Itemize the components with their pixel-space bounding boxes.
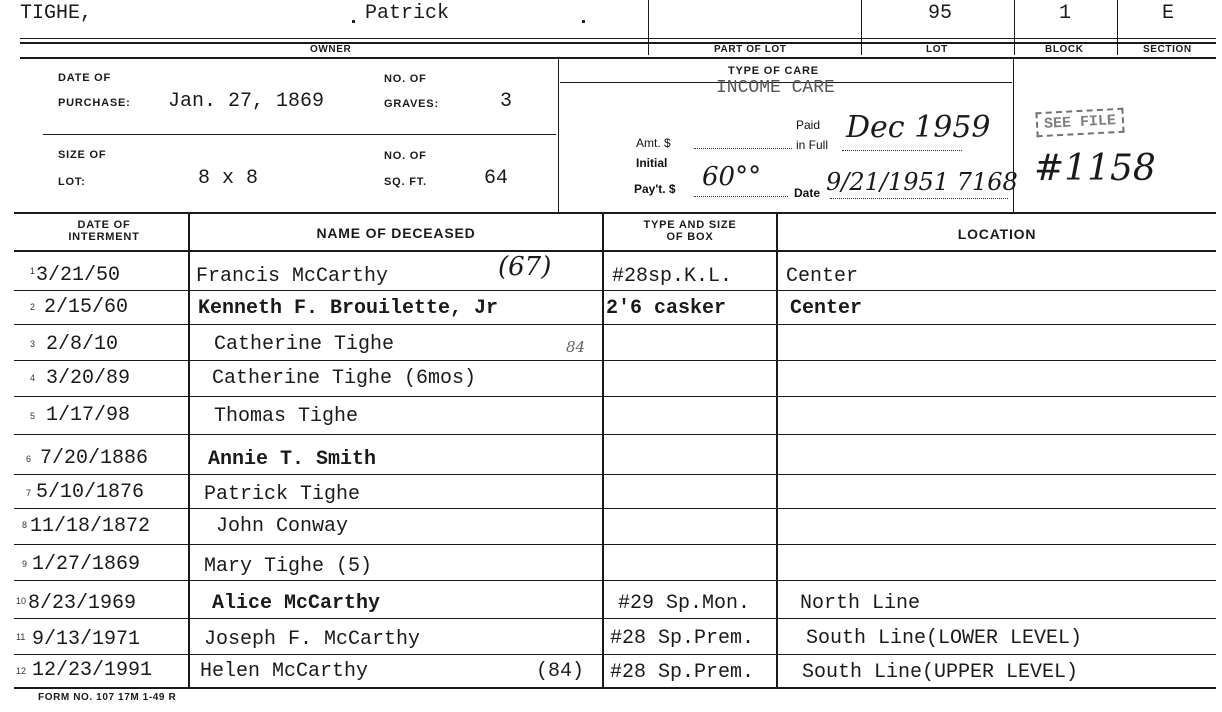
lot-label: LOT [926, 44, 948, 55]
row-number: 9 [22, 559, 28, 569]
row-rule [14, 360, 1216, 361]
payment-label: Pay't. $ [634, 182, 676, 196]
header-rule [20, 42, 1216, 44]
deceased-name: John Conway [216, 515, 349, 538]
in-full-dotted-line [842, 150, 962, 151]
location: North Line [800, 592, 921, 615]
block-value: 1 [1059, 2, 1072, 25]
table-top-rule [14, 212, 1216, 214]
no-of-sqft-label: NO. OF [384, 150, 427, 162]
interment-date: 2/15/60 [44, 296, 129, 319]
deceased-name: Francis McCarthy [196, 265, 389, 288]
box-type: #28sp.K.L. [612, 265, 733, 288]
table-bottom-rule [14, 687, 1216, 689]
lot-size-label: LOT: [58, 176, 86, 188]
purchase-label: PURCHASE: [58, 97, 131, 109]
header-divider [648, 0, 649, 55]
owner-surname: TIGHE, [20, 2, 93, 25]
header-divider [1117, 0, 1118, 55]
deceased-name: Catherine Tighe [214, 333, 395, 356]
interment-date: 7/20/1886 [40, 447, 149, 470]
name-of-deceased-header: NAME OF DECEASED [316, 225, 476, 241]
see-file-stamp: SEE FILE [1035, 108, 1124, 138]
payment-dotted-line [694, 196, 788, 197]
initial-label: Initial [636, 156, 668, 170]
interment-date: 5/10/1876 [36, 481, 145, 504]
date-label: Date [794, 186, 821, 200]
dot-mark [352, 20, 355, 23]
deceased-name: Thomas Tighe [214, 405, 359, 428]
row-number: 7 [26, 488, 32, 498]
dot-mark [582, 20, 585, 23]
deceased-name: Annie T. Smith [208, 448, 377, 471]
interment-date: 8/23/1969 [28, 592, 137, 615]
no-of-graves-label: NO. OF [384, 73, 427, 85]
graves-label: GRAVES: [384, 98, 439, 110]
owner-label: OWNER [310, 44, 352, 55]
row-number: 10 [16, 596, 27, 606]
location-header: LOCATION [957, 226, 1037, 242]
interment-date: 9/13/1971 [32, 628, 141, 651]
part-of-lot-label: PART OF LOT [714, 44, 787, 55]
interment-date: 3/21/50 [36, 264, 121, 287]
graves-value: 3 [500, 90, 513, 113]
age-note: 84 [566, 338, 586, 356]
interment-date: 2/8/10 [46, 333, 119, 356]
purchase-date: Jan. 27, 1869 [168, 90, 325, 113]
row-number: 11 [16, 632, 26, 642]
row-number: 1 [30, 266, 36, 276]
box-type-header [604, 219, 776, 243]
interment-date: 12/23/1991 [32, 659, 153, 682]
deceased-name: Catherine Tighe (6mos) [212, 367, 477, 390]
deceased-name: Alice McCarthy [212, 592, 381, 615]
row-rule [14, 396, 1216, 397]
interment-date: 3/20/89 [46, 367, 131, 390]
row-rule [14, 580, 1216, 581]
box-type: #29 Sp.Mon. [618, 592, 751, 615]
details-divider [558, 58, 559, 212]
type-of-care-label: TYPE OF CARE [728, 65, 819, 77]
date-header-line2: INTERMENT [68, 231, 140, 243]
age-note: (67) [498, 252, 552, 282]
row-rule [14, 508, 1216, 509]
box-header-line2: OF BOX [666, 231, 714, 243]
payment-date-value: 9/21/1951 7168 [826, 168, 1018, 196]
date-header-line1: DATE OF [77, 219, 131, 231]
details-mid-rule [43, 134, 556, 135]
row-rule [14, 324, 1216, 325]
age-note: (84) [536, 660, 585, 683]
location: Center [786, 265, 859, 288]
row-rule [14, 654, 1216, 655]
interment-date: 1/27/1869 [32, 553, 141, 576]
date-of-interment-header [20, 219, 188, 243]
box-type: #28 Sp.Prem. [610, 627, 755, 650]
sq-ft-value: 64 [484, 167, 509, 190]
box-type: #28 Sp.Prem. [610, 661, 755, 684]
date-of-label: DATE OF [58, 72, 112, 84]
row-rule [14, 434, 1216, 435]
header-divider [1014, 0, 1015, 55]
section-label: SECTION [1143, 44, 1192, 55]
header-divider [861, 0, 862, 55]
deceased-name: Joseph F. McCarthy [204, 628, 421, 651]
row-number: 2 [30, 302, 36, 312]
interment-date: 1/17/98 [46, 404, 131, 427]
form-number: FORM NO. 107 17M 1-49 R [38, 692, 177, 703]
type-of-care-value: INCOME CARE [716, 78, 835, 98]
deceased-name: Helen McCarthy [200, 660, 369, 683]
box-type: 2'6 casker [606, 297, 727, 320]
row-number: 12 [16, 666, 27, 676]
location: Center [790, 297, 863, 320]
row-rule [14, 618, 1216, 619]
details-top-rule [20, 57, 1216, 59]
row-rule [14, 290, 1216, 291]
paid-label: Paid [796, 118, 821, 132]
amount-label: Amt. $ [636, 136, 671, 150]
interment-date: 11/18/1872 [30, 515, 151, 538]
row-number: 6 [26, 454, 32, 464]
initial-payment-value: 60°° [702, 162, 762, 192]
in-full-label: in Full [796, 138, 829, 152]
row-number: 5 [30, 411, 36, 421]
row-number: 4 [30, 373, 36, 383]
row-number: 8 [22, 520, 28, 530]
row-number: 3 [30, 339, 36, 349]
location: South Line(LOWER LEVEL) [806, 627, 1083, 650]
location: South Line(UPPER LEVEL) [802, 661, 1079, 684]
size-of-label: SIZE OF [58, 149, 107, 161]
amount-dotted-line [694, 148, 792, 149]
lot-size-value: 8 x 8 [198, 167, 259, 190]
header-rule [20, 38, 1216, 39]
table-header-rule [14, 250, 1216, 252]
paid-in-full-value: Dec 1959 [846, 110, 991, 145]
deceased-name: Kenneth F. Brouilette, Jr [198, 297, 499, 320]
file-number: #1158 [1034, 148, 1156, 189]
row-rule [14, 474, 1216, 475]
sq-ft-label: SQ. FT. [384, 176, 427, 188]
date-dotted-line [830, 198, 1008, 199]
owner-given-name: Patrick [365, 2, 450, 25]
box-header-line1: TYPE AND SIZE [643, 219, 737, 231]
block-label: BLOCK [1045, 44, 1084, 55]
row-rule [14, 544, 1216, 545]
deceased-name: Patrick Tighe [204, 483, 361, 506]
section-value: E [1162, 2, 1175, 25]
deceased-name: Mary Tighe (5) [204, 555, 373, 578]
lot-value: 95 [928, 2, 953, 25]
